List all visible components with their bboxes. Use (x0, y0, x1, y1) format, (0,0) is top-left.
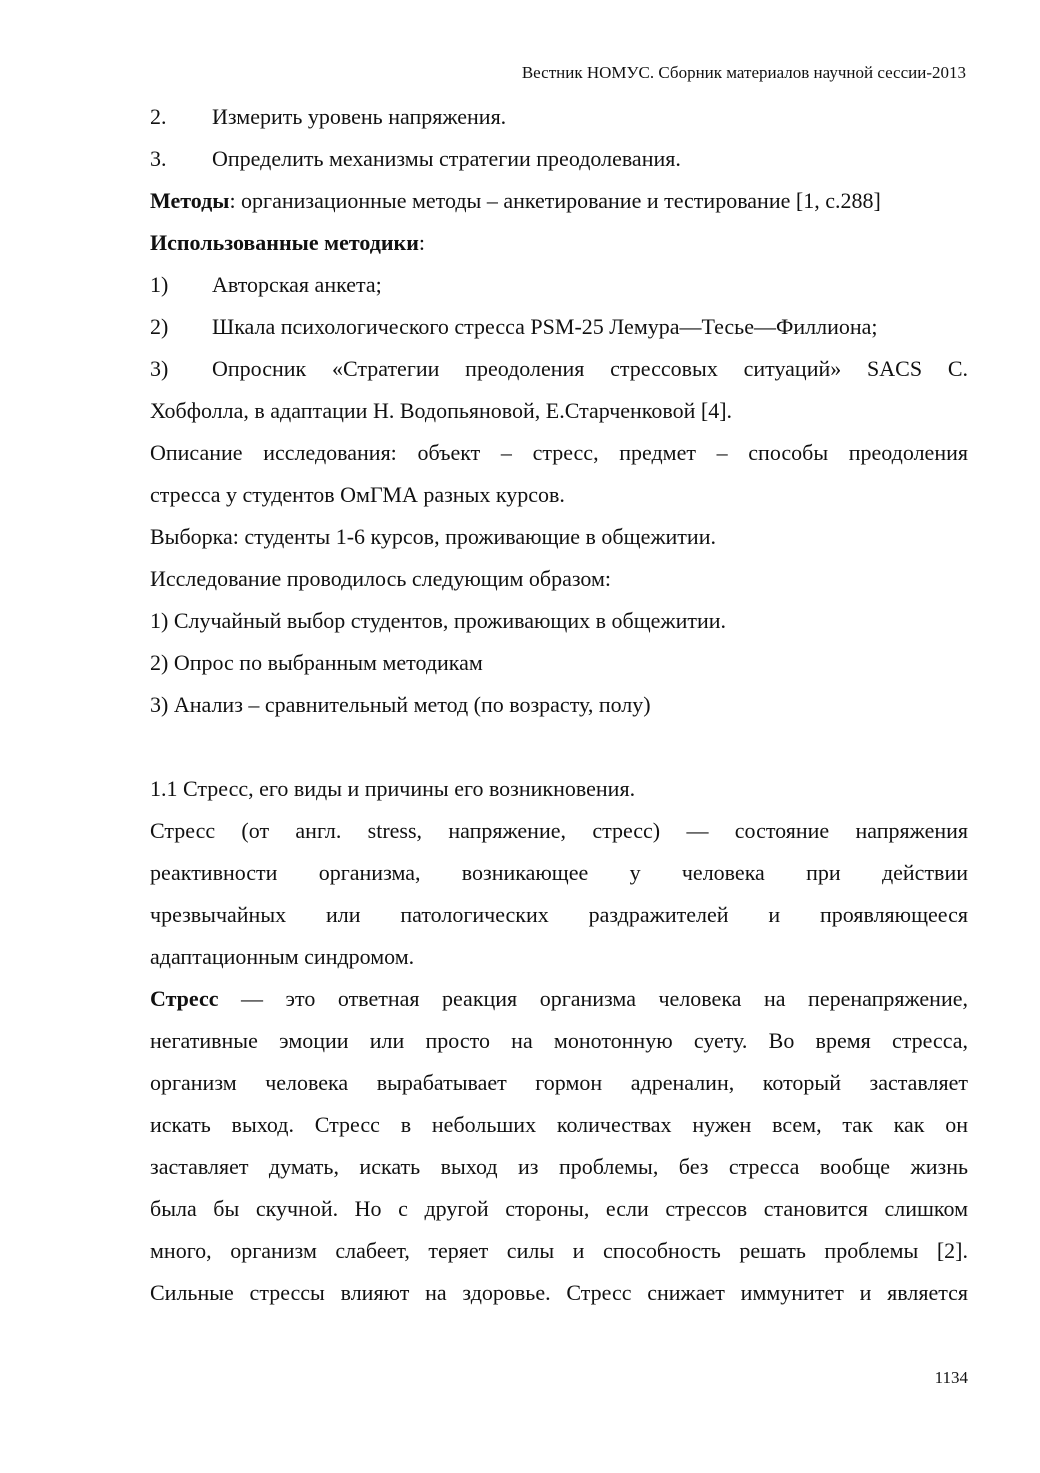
task-text: Измерить уровень напряжения. (212, 104, 507, 129)
technique-text: Опросник «Стратегии преодоления стрессовых ситуаций» SACS С. (212, 356, 968, 381)
technique-text: Шкала психологического стресса PSM-25 Лемура—Тесье—Филлиона; (212, 314, 878, 339)
paragraph-line: искать выход. Стресс в небольших количествах нужен всем, так как он (150, 1112, 968, 1137)
methods-label: Методы (150, 188, 230, 213)
techniques-label: Использованные методики (150, 230, 419, 255)
procedure-step: 1) Случайный выбор студентов, проживающих в общежитии. (150, 608, 727, 633)
procedure-step: 3) Анализ – сравнительный метод (по возрасту, полу) (150, 692, 651, 717)
task-number: 3. (150, 146, 167, 171)
definition-line: Стресс (от англ. stress, напряжение, стресс) — состояние напряжения (150, 818, 968, 843)
paragraph-line: Сильные стрессы влияют на здоровье. Стресс снижает иммунитет и является (150, 1280, 968, 1305)
task-item (150, 96, 968, 138)
sample-line: Выборка: студенты 1-6 курсов, проживающие в общежитии. (150, 524, 716, 549)
technique-item (150, 306, 968, 348)
definition-line: адаптационным синдромом. (150, 944, 415, 969)
paragraph-text: — это ответная реакция организма человека на перенапряжение, (218, 986, 968, 1011)
page-number: 1134 (934, 1368, 968, 1387)
section-heading: 1.1 Стресс, его виды и причины его возникновения. (150, 776, 636, 801)
running-header: Вестник НОМУС. Сборник материалов научной сессии-2013 (521, 63, 966, 82)
task-item (150, 138, 968, 180)
body-text (150, 96, 968, 1314)
definition-line: чрезвычайных или патологических раздражителей и проявляющееся (150, 902, 968, 927)
task-number: 2. (150, 104, 167, 129)
technique-item (150, 348, 968, 390)
paragraph-line: заставляет думать, искать выход из проблемы, без стресса вообще жизнь (150, 1154, 968, 1179)
technique-text: Авторская анкета; (212, 272, 382, 297)
description-line: Описание исследования: объект – стресс, предмет – способы преодоления (150, 440, 968, 465)
procedure-step: 2) Опрос по выбранным методикам (150, 650, 483, 675)
paragraph-line (150, 978, 968, 1020)
techniques-heading (150, 222, 968, 264)
technique-item (150, 264, 968, 306)
technique-continuation: Хобфолла, в адаптации Н. Водопьяновой, Е.Старченковой [4]. (150, 398, 733, 423)
technique-number: 1) (150, 272, 169, 297)
paragraph-line: негативные эмоции или просто на монотонную суету. Во время стресса, (150, 1028, 968, 1053)
task-text: Определить механизмы стратегии преодолевания. (212, 146, 681, 171)
paragraph-line: организм человека вырабатывает гормон адреналин, который заставляет (150, 1070, 968, 1095)
methods-line (150, 180, 968, 222)
procedure-intro: Исследование проводилось следующим образом: (150, 566, 612, 591)
methods-text: : организационные методы – анкетирование и тестирование [1, с.288] (229, 188, 881, 213)
stress-term: Стресс (150, 986, 219, 1011)
techniques-colon: : (418, 230, 425, 255)
paragraph-line: была бы скучной. Но с другой стороны, если стрессов становится слишком (150, 1196, 968, 1221)
paragraph-line: много, организм слабеет, теряет силы и способность решать проблемы [2]. (150, 1238, 968, 1263)
technique-number: 2) (150, 314, 169, 339)
blank-line (150, 726, 968, 768)
description-line: стресса у студентов ОмГМА разных курсов. (150, 482, 565, 507)
definition-line: реактивности организма, возникающее у человека при действии (150, 860, 968, 885)
technique-number: 3) (150, 356, 169, 381)
